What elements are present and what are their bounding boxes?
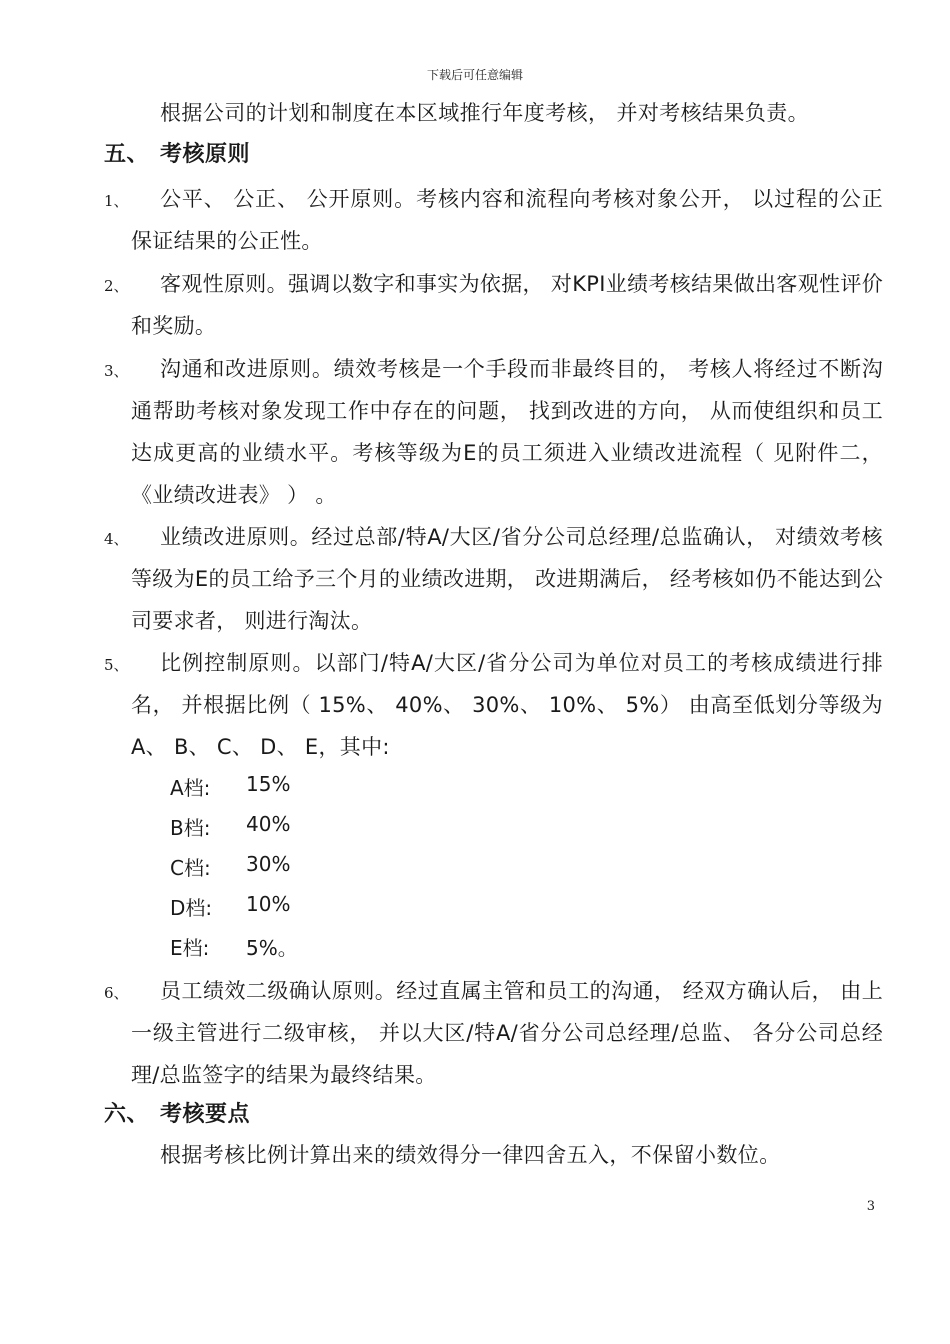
grade-b-value: 40% xyxy=(246,812,291,836)
item-5-text: 比例控制原则。以部门/特A/大区/省分公司为单位对员工的考核成绩进行排名， 并根据比例（ 15%、 40%、 30%、 10%、 5%） 由高至低划分等级为A、 B、 C、 D、 E，其中: xyxy=(131,651,883,759)
section-5-title: 考核原则 xyxy=(160,142,251,167)
grade-e-value: 5%。 xyxy=(246,936,298,960)
grade-b-label: B档: xyxy=(170,816,211,840)
item-4-text: 业绩改进原则。经过总部/特A/大区/省分公司总经理/总监确认， 对绩效考核等级为E的员工给予三个月的业绩改进期， 改进期满后， 经考核如仍不能达到公司要求者， 则进行淘汰。 xyxy=(131,525,883,633)
grade-e-label: E档: xyxy=(170,936,210,960)
item-2-number: 2、 xyxy=(104,277,129,295)
page-number: 3 xyxy=(866,1199,875,1214)
item-6-text: 员工绩效二级确认原则。经过直属主管和员工的沟通， 经双方确认后， 由上一级主管进行二级审核， 并以大区/特A/省分公司总经理/总监、 各分公司总经理/总监签字的结果为最终结果。 xyxy=(131,979,883,1087)
item-4-number: 4、 xyxy=(104,530,129,548)
section-6-title: 考核要点 xyxy=(160,1102,251,1127)
grade-d-label: D档: xyxy=(170,896,213,920)
item-5-number: 5、 xyxy=(104,656,129,674)
item-3-text: 沟通和改进原则。绩效考核是一个手段而非最终目的， 考核人将经过不断沟通帮助考核对象发现工作中存在的问题， 找到改进的方向， 从而使组织和员工达成更高的业绩水平。考核等级为E的员工须进入业绩改进流程（ 见附件二， 《业绩改进表》 ） 。 xyxy=(131,357,883,507)
grade-a-value: 15% xyxy=(246,772,291,796)
section-5-number: 五、 xyxy=(104,142,150,167)
section-6-number: 六、 xyxy=(104,1102,150,1127)
grade-c-label: C档: xyxy=(170,856,211,880)
intro-paragraph: 根据公司的计划和制度在本区域推行年度考核， 并对考核结果负责。 xyxy=(160,101,810,125)
item-1-number: 1、 xyxy=(104,192,129,210)
grade-c-value: 30% xyxy=(246,852,291,876)
outro-paragraph: 根据考核比例计算出来的绩效得分一律四舍五入，不保留小数位。 xyxy=(160,1143,781,1167)
item-3-number: 3、 xyxy=(104,362,129,380)
item-6-number: 6、 xyxy=(104,984,129,1002)
grade-d-value: 10% xyxy=(246,892,291,916)
item-1-text: 公平、 公正、 公开原则。考核内容和流程向考核对象公开， 以过程的公正保证结果的公正性。 xyxy=(131,187,883,253)
grade-a-label: A档: xyxy=(170,776,211,800)
item-2-text: 客观性原则。强调以数字和事实为依据， 对KPI业绩考核结果做出客观性评价和奖励。 xyxy=(131,272,883,338)
page-header: 下载后可任意编辑 xyxy=(426,68,523,82)
